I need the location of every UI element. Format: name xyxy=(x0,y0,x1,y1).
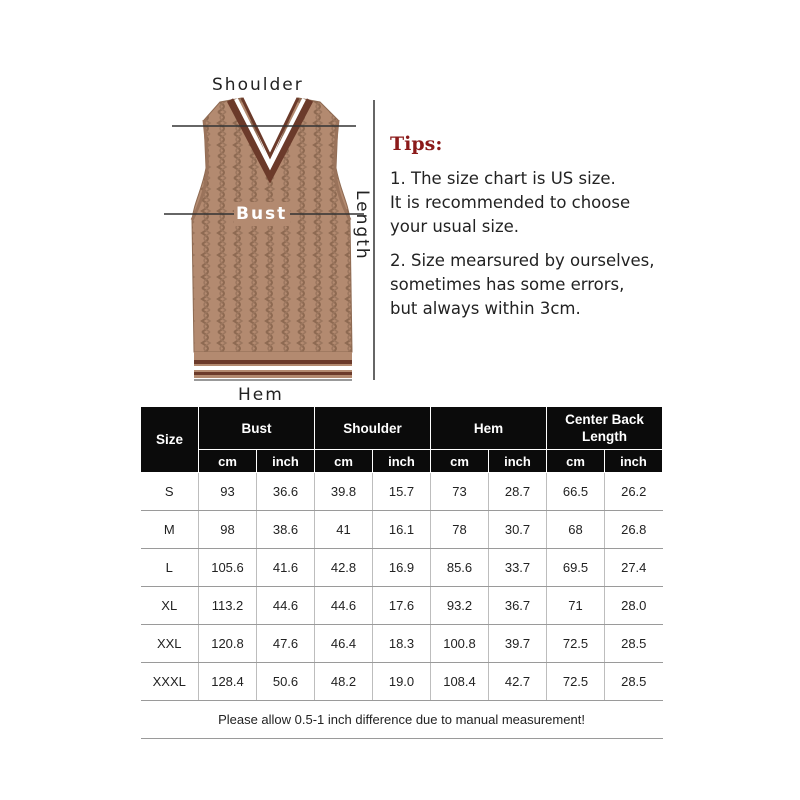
table-cell: 39.7 xyxy=(489,625,547,663)
table-cell: 41 xyxy=(315,511,373,549)
shoulder-header: Shoulder xyxy=(315,407,431,450)
table-cell: 113.2 xyxy=(199,587,257,625)
tip-2 xyxy=(390,249,790,321)
table-row xyxy=(141,549,663,587)
table-cell: 128.4 xyxy=(199,663,257,701)
table-cell: 17.6 xyxy=(373,587,431,625)
measurement-footnote: Please allow 0.5-1 inch difference due to manual measurement! xyxy=(141,701,663,739)
tips-title: Tips: xyxy=(390,133,443,155)
shoulder-label: Shoulder xyxy=(212,75,304,95)
table-cell: 48.2 xyxy=(315,663,373,701)
table-cell: 120.8 xyxy=(199,625,257,663)
size-cell: XL xyxy=(141,587,199,625)
table-cell: 28.7 xyxy=(489,473,547,511)
table-cell: 28.5 xyxy=(605,663,663,701)
tip-text: It is recommended to choose xyxy=(390,193,631,212)
table-cell: 72.5 xyxy=(547,625,605,663)
bust-header: Bust xyxy=(199,407,315,450)
size-cell: XXXL xyxy=(141,663,199,701)
table-cell: 93.2 xyxy=(431,587,489,625)
table-cell: 68 xyxy=(547,511,605,549)
table-row xyxy=(141,587,663,625)
table-cell: 73 xyxy=(431,473,489,511)
table-row xyxy=(141,625,663,663)
table-cell: 39.8 xyxy=(315,473,373,511)
size-chart-table xyxy=(140,406,663,739)
unit-cm: cm xyxy=(199,450,257,473)
table-cell: 66.5 xyxy=(547,473,605,511)
table-cell: 41.6 xyxy=(257,549,315,587)
table-cell: 28.5 xyxy=(605,625,663,663)
tip-text: The size chart is US size. xyxy=(405,169,616,188)
center-back-length-header: Center Back Length xyxy=(547,407,663,450)
table-cell: 26.8 xyxy=(605,511,663,549)
hem-stripe-dark xyxy=(194,360,352,364)
table-cell: 26.2 xyxy=(605,473,663,511)
table-cell: 78 xyxy=(431,511,489,549)
table-cell: 50.6 xyxy=(257,663,315,701)
table-cell: 38.6 xyxy=(257,511,315,549)
unit-cm: cm xyxy=(315,450,373,473)
table-cell: 36.7 xyxy=(489,587,547,625)
size-cell: M xyxy=(141,511,199,549)
table-cell: 15.7 xyxy=(373,473,431,511)
table-cell: 47.6 xyxy=(257,625,315,663)
unit-inch: inch xyxy=(373,450,431,473)
table-cell: 27.4 xyxy=(605,549,663,587)
table-cell: 18.3 xyxy=(373,625,431,663)
table-cell: 44.6 xyxy=(257,587,315,625)
table-cell: 85.6 xyxy=(431,549,489,587)
unit-cm: cm xyxy=(547,450,605,473)
unit-cm: cm xyxy=(431,450,489,473)
tip-number: 2. xyxy=(390,251,406,270)
hem-stripe-light xyxy=(194,366,352,370)
table-cell: 36.6 xyxy=(257,473,315,511)
table-body xyxy=(141,473,663,739)
table-cell: 108.4 xyxy=(431,663,489,701)
table-row xyxy=(141,473,663,511)
table-cell: 93 xyxy=(199,473,257,511)
tip-text: your usual size. xyxy=(390,217,520,236)
table-cell: 16.9 xyxy=(373,549,431,587)
size-cell: L xyxy=(141,549,199,587)
tip-text: sometimes has some errors, xyxy=(390,275,625,294)
hem-header: Hem xyxy=(431,407,547,450)
unit-inch: inch xyxy=(257,450,315,473)
tip-number: 1. xyxy=(390,169,406,188)
table-cell: 33.7 xyxy=(489,549,547,587)
table-cell: 16.1 xyxy=(373,511,431,549)
table-cell: 105.6 xyxy=(199,549,257,587)
table-cell: 19.0 xyxy=(373,663,431,701)
hem-label: Hem xyxy=(238,385,284,405)
table-cell: 98 xyxy=(199,511,257,549)
bust-label: Bust xyxy=(236,204,288,224)
size-header: Size xyxy=(141,407,199,473)
table-row xyxy=(141,663,663,701)
table-cell: 42.8 xyxy=(315,549,373,587)
table-cell: 100.8 xyxy=(431,625,489,663)
table-cell: 72.5 xyxy=(547,663,605,701)
size-cell: XXL xyxy=(141,625,199,663)
tip-1 xyxy=(390,167,790,239)
table-cell: 46.4 xyxy=(315,625,373,663)
size-cell: S xyxy=(141,473,199,511)
table-cell: 42.7 xyxy=(489,663,547,701)
table-cell: 71 xyxy=(547,587,605,625)
table-row xyxy=(141,511,663,549)
table-cell: 44.6 xyxy=(315,587,373,625)
unit-inch: inch xyxy=(489,450,547,473)
tip-text: Size mearsured by ourselves, xyxy=(405,251,655,270)
tips-section xyxy=(390,133,790,331)
unit-inch: inch xyxy=(605,450,663,473)
tip-text: but always within 3cm. xyxy=(390,299,581,318)
table-cell: 28.0 xyxy=(605,587,663,625)
table-cell: 30.7 xyxy=(489,511,547,549)
length-label: Length xyxy=(352,190,372,261)
table-cell: 69.5 xyxy=(547,549,605,587)
